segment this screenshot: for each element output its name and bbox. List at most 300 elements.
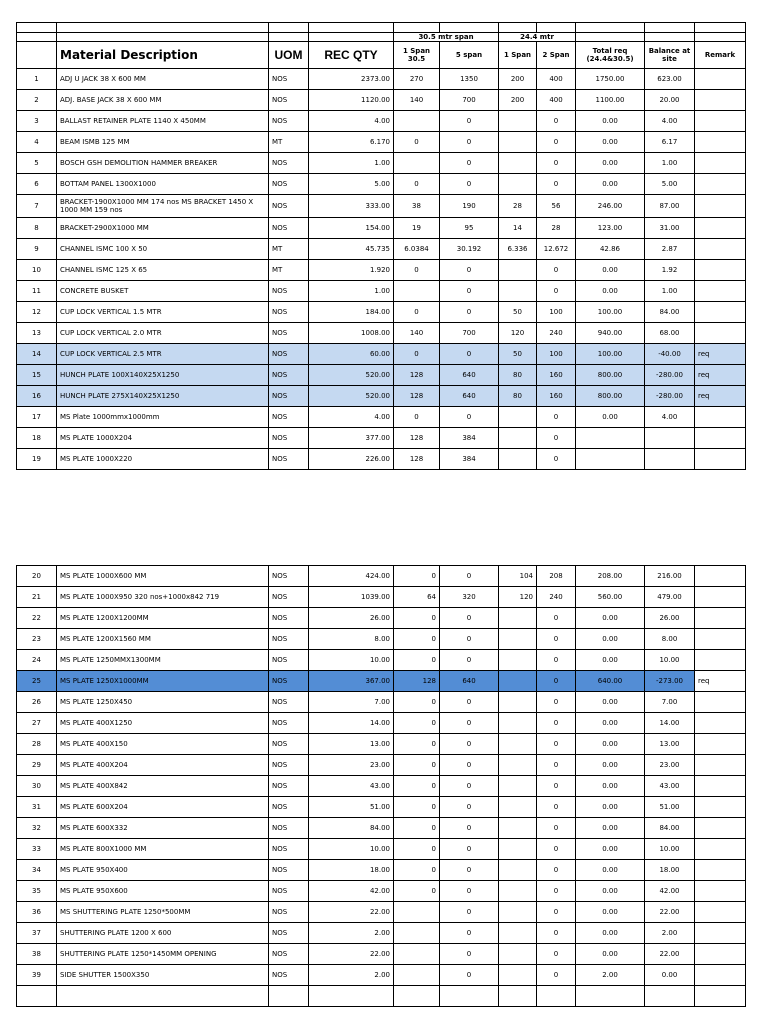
row-number: 35 — [17, 881, 57, 902]
balance-cell: 479.00 — [645, 587, 695, 608]
two-span-cell: 0 — [537, 965, 576, 986]
table-row — [17, 692, 746, 713]
five-span-cell: 640 — [440, 386, 499, 407]
uom-cell: NOS — [269, 671, 309, 692]
table-row — [17, 132, 746, 153]
balance-cell: 14.00 — [645, 713, 695, 734]
rec-qty-cell: 14.00 — [309, 713, 394, 734]
total-req-cell: 0.00 — [576, 776, 645, 797]
one-span-cell: 28 — [499, 195, 537, 218]
uom-cell: NOS — [269, 449, 309, 470]
table-row — [17, 650, 746, 671]
uom-cell: NOS — [269, 797, 309, 818]
balance-cell: 1.92 — [645, 260, 695, 281]
total-req-header: Total req (24.4&30.5) — [576, 42, 645, 69]
table-row — [17, 965, 746, 986]
table-row — [17, 239, 746, 260]
remark-cell — [695, 734, 746, 755]
table-row — [17, 797, 746, 818]
balance-cell: 5.00 — [645, 174, 695, 195]
uom-cell: NOS — [269, 608, 309, 629]
total-req-cell: 0.00 — [576, 923, 645, 944]
material-description: MS PLATE 1200X1200MM — [57, 608, 269, 629]
uom-cell: NOS — [269, 218, 309, 239]
total-req-cell: 1750.00 — [576, 69, 645, 90]
total-req-cell: 0.00 — [576, 860, 645, 881]
uom-cell: NOS — [269, 69, 309, 90]
one-span-30-5-cell — [394, 944, 440, 965]
row-number: 24 — [17, 650, 57, 671]
row-number: 27 — [17, 713, 57, 734]
table-row — [17, 944, 746, 965]
uom-cell: MT — [269, 260, 309, 281]
one-span-cell — [499, 449, 537, 470]
balance-cell: 68.00 — [645, 323, 695, 344]
material-description: MS PLATE 1000X220 — [57, 449, 269, 470]
rec-qty-cell: 1.920 — [309, 260, 394, 281]
five-span-cell: 95 — [440, 218, 499, 239]
row-number: 15 — [17, 365, 57, 386]
material-description: CUP LOCK VERTICAL 1.5 MTR — [57, 302, 269, 323]
one-span-30-5-cell: 0 — [394, 344, 440, 365]
remark-cell — [695, 132, 746, 153]
two-span-header: 2 Span — [537, 42, 576, 69]
row-number: 8 — [17, 218, 57, 239]
uom-cell: MT — [269, 132, 309, 153]
balance-cell: -40.00 — [645, 344, 695, 365]
one-span-30-5-cell — [394, 153, 440, 174]
two-span-cell: 400 — [537, 69, 576, 90]
one-span-cell: 14 — [499, 218, 537, 239]
remark-cell — [695, 692, 746, 713]
five-span-cell: 0 — [440, 174, 499, 195]
rec-qty-cell: 424.00 — [309, 566, 394, 587]
total-req-cell: 0.00 — [576, 944, 645, 965]
five-span-cell: 0 — [440, 692, 499, 713]
five-span-cell: 0 — [440, 281, 499, 302]
one-span-cell: 200 — [499, 69, 537, 90]
five-span-cell: 0 — [440, 881, 499, 902]
two-span-cell: 240 — [537, 323, 576, 344]
one-span-30-5-cell: 0 — [394, 260, 440, 281]
one-span-30-5-cell: 0 — [394, 608, 440, 629]
rec-qty-cell: 2.00 — [309, 923, 394, 944]
five-span-cell: 700 — [440, 323, 499, 344]
total-req-cell: 0.00 — [576, 153, 645, 174]
total-req-cell: 0.00 — [576, 174, 645, 195]
remark-cell — [695, 755, 746, 776]
one-span-30-5-cell: 0 — [394, 755, 440, 776]
five-span-header: 5 span — [440, 42, 499, 69]
five-span-cell: 0 — [440, 818, 499, 839]
rec-qty-cell: 184.00 — [309, 302, 394, 323]
uom-cell: NOS — [269, 281, 309, 302]
total-req-cell: 0.00 — [576, 713, 645, 734]
one-span-cell: 200 — [499, 90, 537, 111]
rec-qty-cell: 2.00 — [309, 965, 394, 986]
row-number: 18 — [17, 428, 57, 449]
row-number: 4 — [17, 132, 57, 153]
remark-cell — [695, 449, 746, 470]
one-span-30-5-cell: 0 — [394, 839, 440, 860]
one-span-cell — [499, 944, 537, 965]
remark-cell — [695, 566, 746, 587]
five-span-cell: 0 — [440, 839, 499, 860]
material-description: HUNCH PLATE 275X140X25X1250 — [57, 386, 269, 407]
table-row — [17, 386, 746, 407]
material-description: BRACKET-2900X1000 MM — [57, 218, 269, 239]
table-row — [17, 260, 746, 281]
rec-qty-cell: 1120.00 — [309, 90, 394, 111]
material-description: MS PLATE 400X204 — [57, 755, 269, 776]
one-span-30-5-cell — [394, 965, 440, 986]
five-span-cell: 0 — [440, 407, 499, 428]
balance-cell: 20.00 — [645, 90, 695, 111]
two-span-cell: 0 — [537, 111, 576, 132]
balance-cell: 51.00 — [645, 797, 695, 818]
total-req-cell: 1100.00 — [576, 90, 645, 111]
two-span-cell: 0 — [537, 776, 576, 797]
two-span-cell: 0 — [537, 629, 576, 650]
five-span-cell: 0 — [440, 776, 499, 797]
one-span-30-5-cell: 0 — [394, 650, 440, 671]
two-span-cell: 0 — [537, 650, 576, 671]
one-span-cell — [499, 629, 537, 650]
balance-cell — [645, 428, 695, 449]
row-number: 20 — [17, 566, 57, 587]
one-span-cell: 6.336 — [499, 239, 537, 260]
remark-cell — [695, 839, 746, 860]
five-span-cell: 0 — [440, 902, 499, 923]
uom-cell: NOS — [269, 839, 309, 860]
remark-cell — [695, 323, 746, 344]
five-span-cell: 0 — [440, 965, 499, 986]
uom-cell: NOS — [269, 713, 309, 734]
material-description: MS PLATE 1000X600 MM — [57, 566, 269, 587]
remark-cell — [695, 407, 746, 428]
material-description: BALLAST RETAINER PLATE 1140 X 450MM — [57, 111, 269, 132]
total-req-cell: 0.00 — [576, 839, 645, 860]
remark-cell — [695, 218, 746, 239]
material-description: MS PLATE 950X400 — [57, 860, 269, 881]
remark-cell — [695, 713, 746, 734]
table-row — [17, 902, 746, 923]
table-row — [17, 671, 746, 692]
material-description: SHUTTERING PLATE 1200 X 600 — [57, 923, 269, 944]
two-span-cell: 0 — [537, 260, 576, 281]
rec-qty-header: REC QTY — [309, 42, 394, 69]
uom-cell: NOS — [269, 566, 309, 587]
remark-cell — [695, 111, 746, 132]
one-span-cell — [499, 260, 537, 281]
material-description: CHANNEL ISMC 125 X 65 — [57, 260, 269, 281]
five-span-cell: 0 — [440, 132, 499, 153]
two-span-cell: 400 — [537, 90, 576, 111]
remark-header: Remark — [695, 42, 746, 69]
five-span-cell: 640 — [440, 365, 499, 386]
one-span-cell — [499, 281, 537, 302]
row-number: 38 — [17, 944, 57, 965]
total-req-cell: 0.00 — [576, 629, 645, 650]
balance-cell: 623.00 — [645, 69, 695, 90]
one-span-cell — [499, 671, 537, 692]
balance-cell: 31.00 — [645, 218, 695, 239]
two-span-cell: 208 — [537, 566, 576, 587]
five-span-cell: 0 — [440, 629, 499, 650]
row-number: 36 — [17, 902, 57, 923]
table-row — [17, 449, 746, 470]
uom-cell: NOS — [269, 881, 309, 902]
material-description: BOTTAM PANEL 1300X1000 — [57, 174, 269, 195]
material-description: MS PLATE 400X1250 — [57, 713, 269, 734]
table-row — [17, 566, 746, 587]
one-span-cell: 50 — [499, 302, 537, 323]
material-description-header: Material Description — [57, 42, 269, 69]
row-number: 23 — [17, 629, 57, 650]
balance-cell: 0.00 — [645, 965, 695, 986]
balance-cell: -280.00 — [645, 386, 695, 407]
total-req-cell: 0.00 — [576, 407, 645, 428]
one-span-30-5-cell — [394, 111, 440, 132]
remark-cell — [695, 902, 746, 923]
uom-cell: NOS — [269, 944, 309, 965]
one-span-cell: 50 — [499, 344, 537, 365]
material-description: MS PLATE 400X150 — [57, 734, 269, 755]
uom-cell: NOS — [269, 755, 309, 776]
total-req-cell: 2.00 — [576, 965, 645, 986]
total-req-cell: 560.00 — [576, 587, 645, 608]
one-span-30-5-cell — [394, 281, 440, 302]
remark-cell: req — [695, 365, 746, 386]
rec-qty-cell: 2373.00 — [309, 69, 394, 90]
one-span-30-5-cell: 0 — [394, 692, 440, 713]
two-span-cell: 56 — [537, 195, 576, 218]
balance-cell: 1.00 — [645, 281, 695, 302]
table-row — [17, 734, 746, 755]
two-span-cell: 0 — [537, 755, 576, 776]
one-span-cell: 104 — [499, 566, 537, 587]
one-span-cell — [499, 860, 537, 881]
blank-row — [17, 23, 746, 33]
column-header-row — [17, 42, 746, 69]
two-span-cell: 0 — [537, 944, 576, 965]
material-table-top — [16, 22, 746, 470]
uom-cell: NOS — [269, 90, 309, 111]
row-number: 39 — [17, 965, 57, 986]
table-row — [17, 111, 746, 132]
one-span-30-5-cell: 128 — [394, 386, 440, 407]
remark-cell — [695, 90, 746, 111]
balance-cell: 2.00 — [645, 923, 695, 944]
table-row — [17, 365, 746, 386]
one-span-30-5-cell: 0 — [394, 407, 440, 428]
total-req-cell: 123.00 — [576, 218, 645, 239]
row-number: 6 — [17, 174, 57, 195]
one-span-30-5-cell: 128 — [394, 428, 440, 449]
balance-cell: 1.00 — [645, 153, 695, 174]
two-span-cell: 0 — [537, 153, 576, 174]
material-description: MS PLATE 600X332 — [57, 818, 269, 839]
uom-cell: NOS — [269, 902, 309, 923]
material-description: BOSCH GSH DEMOLITION HAMMER BREAKER — [57, 153, 269, 174]
remark-cell — [695, 881, 746, 902]
two-span-cell: 0 — [537, 428, 576, 449]
five-span-cell: 0 — [440, 344, 499, 365]
remark-cell — [695, 650, 746, 671]
material-description: CUP LOCK VERTICAL 2.5 MTR — [57, 344, 269, 365]
balance-header: Balance at site — [645, 42, 695, 69]
one-span-30-5-cell: 128 — [394, 449, 440, 470]
table-row — [17, 839, 746, 860]
one-span-30-5-cell: 0 — [394, 566, 440, 587]
total-req-cell: 100.00 — [576, 302, 645, 323]
five-span-cell: 0 — [440, 797, 499, 818]
material-description: SHUTTERING PLATE 1250*1450MM OPENING — [57, 944, 269, 965]
one-span-30-5-cell: 128 — [394, 671, 440, 692]
total-req-cell: 0.00 — [576, 797, 645, 818]
one-span-30-5-cell: 0 — [394, 881, 440, 902]
five-span-cell: 0 — [440, 566, 499, 587]
rec-qty-cell: 10.00 — [309, 839, 394, 860]
total-req-cell: 0.00 — [576, 650, 645, 671]
rec-qty-cell: 1.00 — [309, 153, 394, 174]
rec-qty-cell: 4.00 — [309, 407, 394, 428]
one-span-cell — [499, 734, 537, 755]
material-description: MS PLATE 1250X450 — [57, 692, 269, 713]
total-req-cell: 0.00 — [576, 111, 645, 132]
remark-cell — [695, 260, 746, 281]
two-span-cell: 100 — [537, 302, 576, 323]
rec-qty-cell: 22.00 — [309, 944, 394, 965]
uom-header: UOM — [269, 42, 309, 69]
remark-cell: req — [695, 386, 746, 407]
table-row — [17, 174, 746, 195]
table-row — [17, 69, 746, 90]
remark-cell — [695, 923, 746, 944]
two-span-cell: 0 — [537, 449, 576, 470]
row-number: 33 — [17, 839, 57, 860]
row-number: 31 — [17, 797, 57, 818]
rec-qty-cell: 520.00 — [309, 365, 394, 386]
rec-qty-cell: 84.00 — [309, 818, 394, 839]
total-req-cell: 0.00 — [576, 608, 645, 629]
balance-cell: 43.00 — [645, 776, 695, 797]
material-description: MS PLATE 600X204 — [57, 797, 269, 818]
row-number: 9 — [17, 239, 57, 260]
row-number: 29 — [17, 755, 57, 776]
row-number: 3 — [17, 111, 57, 132]
one-span-30-5-header: 1 Span 30.5 — [394, 42, 440, 69]
uom-cell: NOS — [269, 965, 309, 986]
balance-cell: 42.00 — [645, 881, 695, 902]
row-number: 28 — [17, 734, 57, 755]
five-span-cell: 384 — [440, 449, 499, 470]
one-span-cell: 120 — [499, 323, 537, 344]
total-req-cell: 0.00 — [576, 281, 645, 302]
one-span-30-5-cell: 0 — [394, 713, 440, 734]
five-span-cell: 0 — [440, 713, 499, 734]
five-span-cell: 0 — [440, 944, 499, 965]
rec-qty-cell: 520.00 — [309, 386, 394, 407]
uom-cell: NOS — [269, 923, 309, 944]
blank-row — [17, 986, 746, 1007]
rec-qty-cell: 26.00 — [309, 608, 394, 629]
total-req-cell — [576, 428, 645, 449]
one-span-30-5-cell: 38 — [394, 195, 440, 218]
five-span-cell: 0 — [440, 302, 499, 323]
two-span-cell: 0 — [537, 923, 576, 944]
remark-cell: req — [695, 671, 746, 692]
rec-qty-cell: 5.00 — [309, 174, 394, 195]
five-span-cell: 0 — [440, 734, 499, 755]
balance-cell: 8.00 — [645, 629, 695, 650]
one-span-30-5-cell: 0 — [394, 797, 440, 818]
uom-cell: NOS — [269, 323, 309, 344]
table-row — [17, 587, 746, 608]
rec-qty-cell: 226.00 — [309, 449, 394, 470]
one-span-cell — [499, 881, 537, 902]
total-req-cell: 800.00 — [576, 386, 645, 407]
rec-qty-cell: 10.00 — [309, 650, 394, 671]
one-span-cell — [499, 776, 537, 797]
two-span-cell: 0 — [537, 860, 576, 881]
five-span-cell: 384 — [440, 428, 499, 449]
one-span-30-5-cell: 0 — [394, 629, 440, 650]
remark-cell — [695, 797, 746, 818]
balance-cell: 84.00 — [645, 302, 695, 323]
remark-cell — [695, 629, 746, 650]
rec-qty-cell: 4.00 — [309, 111, 394, 132]
rec-qty-cell: 367.00 — [309, 671, 394, 692]
one-span-cell — [499, 923, 537, 944]
balance-cell: -273.00 — [645, 671, 695, 692]
one-span-30-5-cell: 128 — [394, 365, 440, 386]
row-number: 25 — [17, 671, 57, 692]
one-span-cell — [499, 713, 537, 734]
five-span-cell: 1350 — [440, 69, 499, 90]
one-span-cell: 80 — [499, 365, 537, 386]
balance-cell: 22.00 — [645, 902, 695, 923]
uom-cell: NOS — [269, 407, 309, 428]
total-req-cell: 0.00 — [576, 692, 645, 713]
balance-cell: 84.00 — [645, 818, 695, 839]
one-span-30-5-cell: 64 — [394, 587, 440, 608]
row-number: 7 — [17, 195, 57, 218]
material-description: ADJ U JACK 38 X 600 MM — [57, 69, 269, 90]
two-span-cell: 0 — [537, 902, 576, 923]
material-description: BEAM ISMB 125 MM — [57, 132, 269, 153]
rec-qty-cell: 18.00 — [309, 860, 394, 881]
one-span-30-5-cell: 270 — [394, 69, 440, 90]
remark-cell — [695, 944, 746, 965]
row-number: 37 — [17, 923, 57, 944]
total-req-cell: 208.00 — [576, 566, 645, 587]
remark-cell: req — [695, 344, 746, 365]
rec-qty-cell: 13.00 — [309, 734, 394, 755]
uom-cell: NOS — [269, 153, 309, 174]
remark-cell — [695, 776, 746, 797]
balance-cell: 26.00 — [645, 608, 695, 629]
one-span-30-5-cell: 19 — [394, 218, 440, 239]
five-span-cell: 640 — [440, 671, 499, 692]
total-req-cell — [576, 449, 645, 470]
row-number: 26 — [17, 692, 57, 713]
span-24-4-header: 24.4 mtr — [499, 33, 576, 42]
rec-qty-cell: 1.00 — [309, 281, 394, 302]
material-description: MS PLATE 950X600 — [57, 881, 269, 902]
rec-qty-cell: 1008.00 — [309, 323, 394, 344]
five-span-cell: 0 — [440, 923, 499, 944]
